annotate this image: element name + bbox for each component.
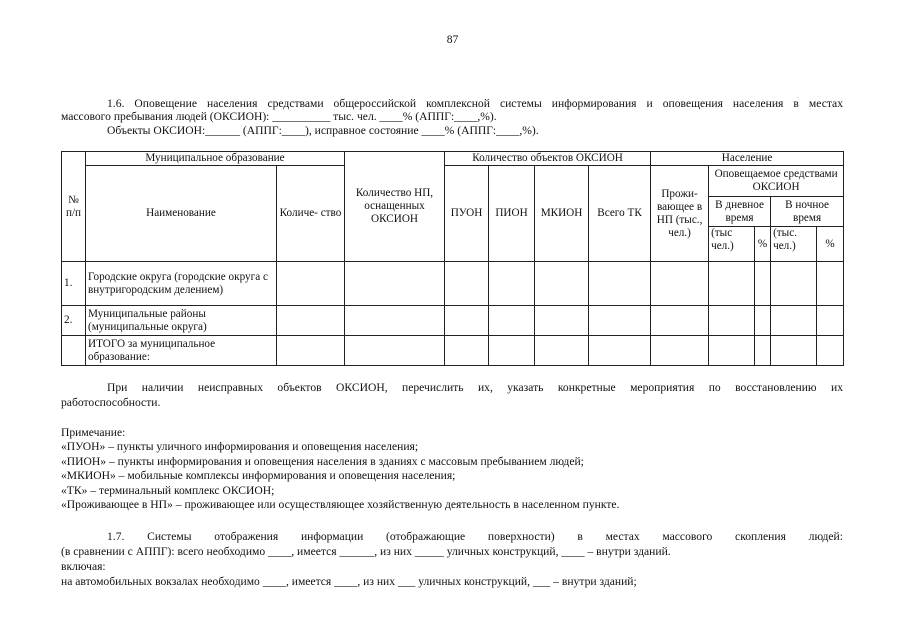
header-night: В ночное время bbox=[771, 197, 844, 227]
page-number: 87 bbox=[446, 33, 459, 46]
header-mkion: МКИОН bbox=[535, 166, 589, 262]
section-1-6-line-1: 1.6. Оповещение населения средствами общероссийской комплексной системы информирования и оповещения населения в местах bbox=[107, 97, 843, 110]
section-1-7-line-1: 1.7. Системы отображения информации (отображающие поверхности) в местах массового скопления людей: bbox=[107, 530, 843, 543]
repair-paragraph-line-1: При наличии неисправных объектов ОКСИОН, перечислить их, указать конкретные мероприятия по восстановлению их bbox=[107, 381, 843, 394]
notes-title: Примечание: bbox=[61, 426, 126, 439]
section-1-6-line-2: массового пребывания людей (ОКСИОН): __________ тыс. чел. ____% (АППГ:____,%). bbox=[61, 110, 497, 123]
repair-paragraph-line-2: работоспособности. bbox=[61, 396, 161, 409]
header-population: Население bbox=[651, 152, 844, 166]
table-row-total bbox=[62, 336, 844, 366]
header-num: № п/п bbox=[62, 152, 86, 262]
note-item: «ПИОН» – пункты информирования и оповещения населения в зданиях с массовым пребыванием людей; bbox=[61, 455, 584, 468]
row-num: 1. bbox=[62, 262, 86, 306]
row-name: Муниципальные районы (муниципальные округа) bbox=[86, 306, 277, 336]
header-municipal: Муниципальное образование bbox=[86, 152, 345, 166]
section-1-6-line-3: Объекты ОКСИОН:______ (АППГ:____), исправное состояние ____% (АППГ:____,%). bbox=[107, 124, 539, 137]
header-living: Прожи- вающее в НП (тыс., чел.) bbox=[651, 166, 709, 262]
table-row bbox=[62, 262, 844, 306]
header-name: Наименование bbox=[86, 166, 277, 262]
header-night-percent: % bbox=[817, 227, 844, 262]
header-np-count: Количество НП, оснащенных ОКСИОН bbox=[345, 152, 445, 262]
section-1-7-line-4: на автомобильных вокзалах необходимо ____, имеется ____, из них ___ уличных конструкций, ___ – внутри зданий; bbox=[61, 575, 637, 588]
header-day-percent: % bbox=[755, 227, 771, 262]
oksion-table bbox=[61, 151, 844, 366]
row-num: 2. bbox=[62, 306, 86, 336]
header-objects: Количество объектов ОКСИОН bbox=[445, 152, 651, 166]
section-1-7-line-2: (в сравнении с АППГ): всего необходимо ____, имеется ______, из них _____ уличных конструкций, ____ – внутри зданий. bbox=[61, 545, 671, 558]
note-item: «ПУОН» – пункты уличного информирования и оповещения населения; bbox=[61, 440, 419, 453]
header-puon: ПУОН bbox=[445, 166, 489, 262]
note-item: «Проживающее в НП» – проживающее или осуществляющее хозяйственную деятельность в населенном пункте. bbox=[61, 498, 620, 511]
header-total-tk: Всего ТК bbox=[589, 166, 651, 262]
header-night-thousands: (тыс. чел.) bbox=[771, 227, 817, 262]
row-name: ИТОГО за муниципальное образование: bbox=[86, 336, 277, 366]
note-item: «ТК» – терминальный комплекс ОКСИОН; bbox=[61, 484, 275, 497]
header-pion: ПИОН bbox=[489, 166, 535, 262]
header-day: В дневное время bbox=[709, 197, 771, 227]
row-num bbox=[62, 336, 86, 366]
header-count: Количе- ство bbox=[277, 166, 345, 262]
section-1-7-line-3: включая: bbox=[61, 560, 106, 573]
table-row bbox=[62, 306, 844, 336]
row-name: Городские округа (городские округа с внутригородским делением) bbox=[86, 262, 277, 306]
note-item: «МКИОН» – мобильные комплексы информирования и оповещения населения; bbox=[61, 469, 456, 482]
header-day-thousands: (тыс чел.) bbox=[709, 227, 755, 262]
header-notified: Оповещаемое средствами ОКСИОН bbox=[709, 166, 844, 197]
